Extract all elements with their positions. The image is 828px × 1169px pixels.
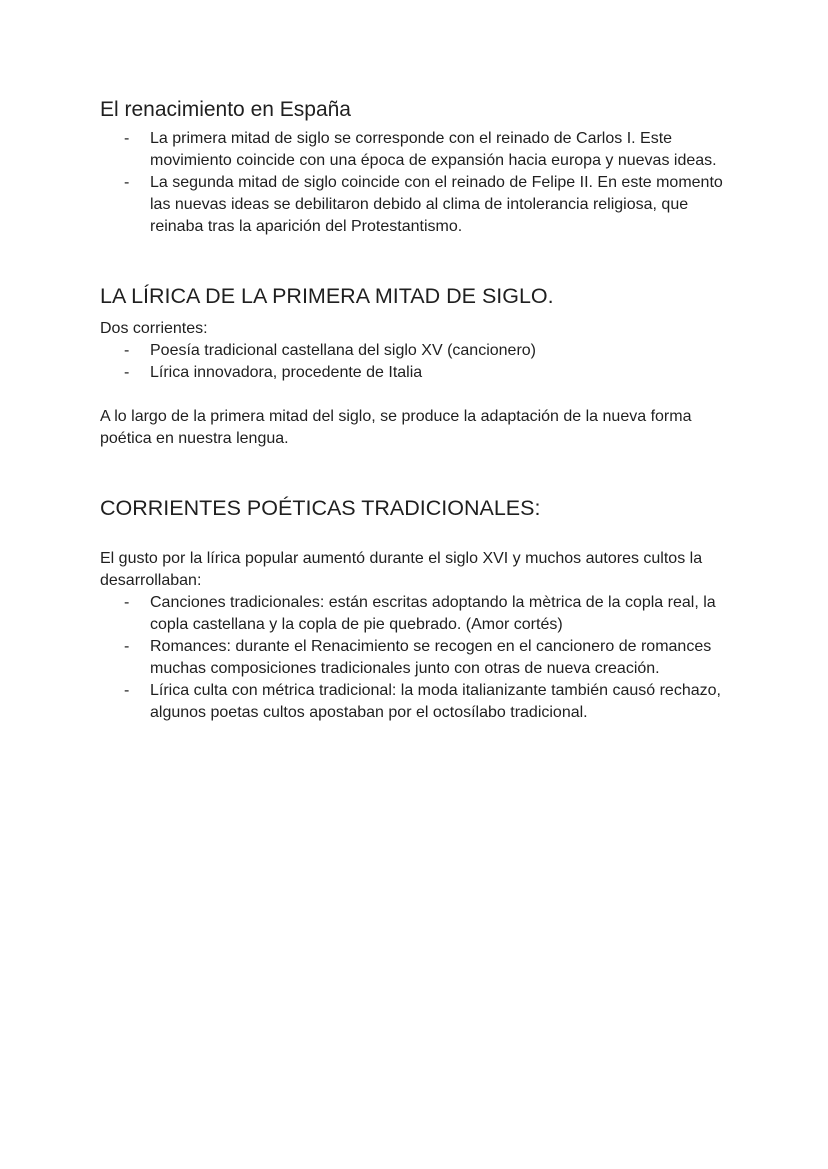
- list-item-text: Lírica innovadora, procedente de Italia: [150, 364, 423, 381]
- list-item: [100, 340, 740, 362]
- document-page: [100, 96, 740, 724]
- list-item-text: Canciones tradicionales: están escritas adoptando la mètrica de la copla real, la copla castellana y la copla de pie quebrado. (Amor cortés): [150, 594, 716, 633]
- dash-bullet: -: [124, 638, 130, 655]
- list-item-text: Lírica culta con métrica tradicional: la moda italianizante también causó rechazo, algunos poetas cultos apostaban por el octosílabo tradicional.: [150, 682, 721, 721]
- list-item-text: La segunda mitad de siglo coincide con el reinado de Felipe II. En este momento las nuevas ideas se debilitaron debido al clima de intolerancia religiosa, que reinaba tras la aparición del Protestantismo.: [150, 174, 723, 235]
- list-item-text: Poesía tradicional castellana del siglo XV (cancionero): [150, 342, 536, 359]
- bullet-list: [100, 592, 740, 724]
- dash-bullet: -: [124, 174, 130, 191]
- list-item-text: La primera mitad de siglo se corresponde con el reinado de Carlos I. Este movimiento coincide con una época de expansión hacia europa y nuevas ideas.: [150, 130, 717, 169]
- list-item: [100, 128, 740, 172]
- dash-bullet: -: [124, 682, 130, 699]
- list-item: [100, 172, 740, 238]
- dash-bullet: -: [124, 594, 130, 611]
- section-heading: CORRIENTES POÉTICAS TRADICIONALES:: [100, 496, 541, 520]
- section-corrientes-poeticas: [100, 494, 740, 724]
- bullet-list: [100, 128, 740, 238]
- body-paragraph: A lo largo de la primera mitad del siglo, se produce la adaptación de la nueva forma poética en nuestra lengua.: [100, 408, 692, 447]
- bullet-list: [100, 340, 740, 384]
- section-intro: El gusto por la lírica popular aumentó durante el siglo XVI y muchos autores cultos la desarrollaban:: [100, 550, 703, 589]
- section-renacimiento: [100, 96, 740, 238]
- dash-bullet: -: [124, 130, 130, 147]
- list-item-text: Romances: durante el Renacimiento se recogen en el cancionero de romances muchas composiciones tradicionales junto con otras de nueva creación.: [150, 638, 712, 677]
- list-item: [100, 636, 740, 680]
- section-lirica-primera-mitad: [100, 282, 740, 450]
- list-item: [100, 362, 740, 384]
- section-intro: Dos corrientes:: [100, 320, 208, 337]
- list-item: [100, 592, 740, 636]
- section-heading: El renacimiento en España: [100, 98, 351, 121]
- dash-bullet: -: [124, 342, 130, 359]
- dash-bullet: -: [124, 364, 130, 381]
- section-heading: LA LÍRICA DE LA PRIMERA MITAD DE SIGLO.: [100, 284, 554, 308]
- list-item: [100, 680, 740, 724]
